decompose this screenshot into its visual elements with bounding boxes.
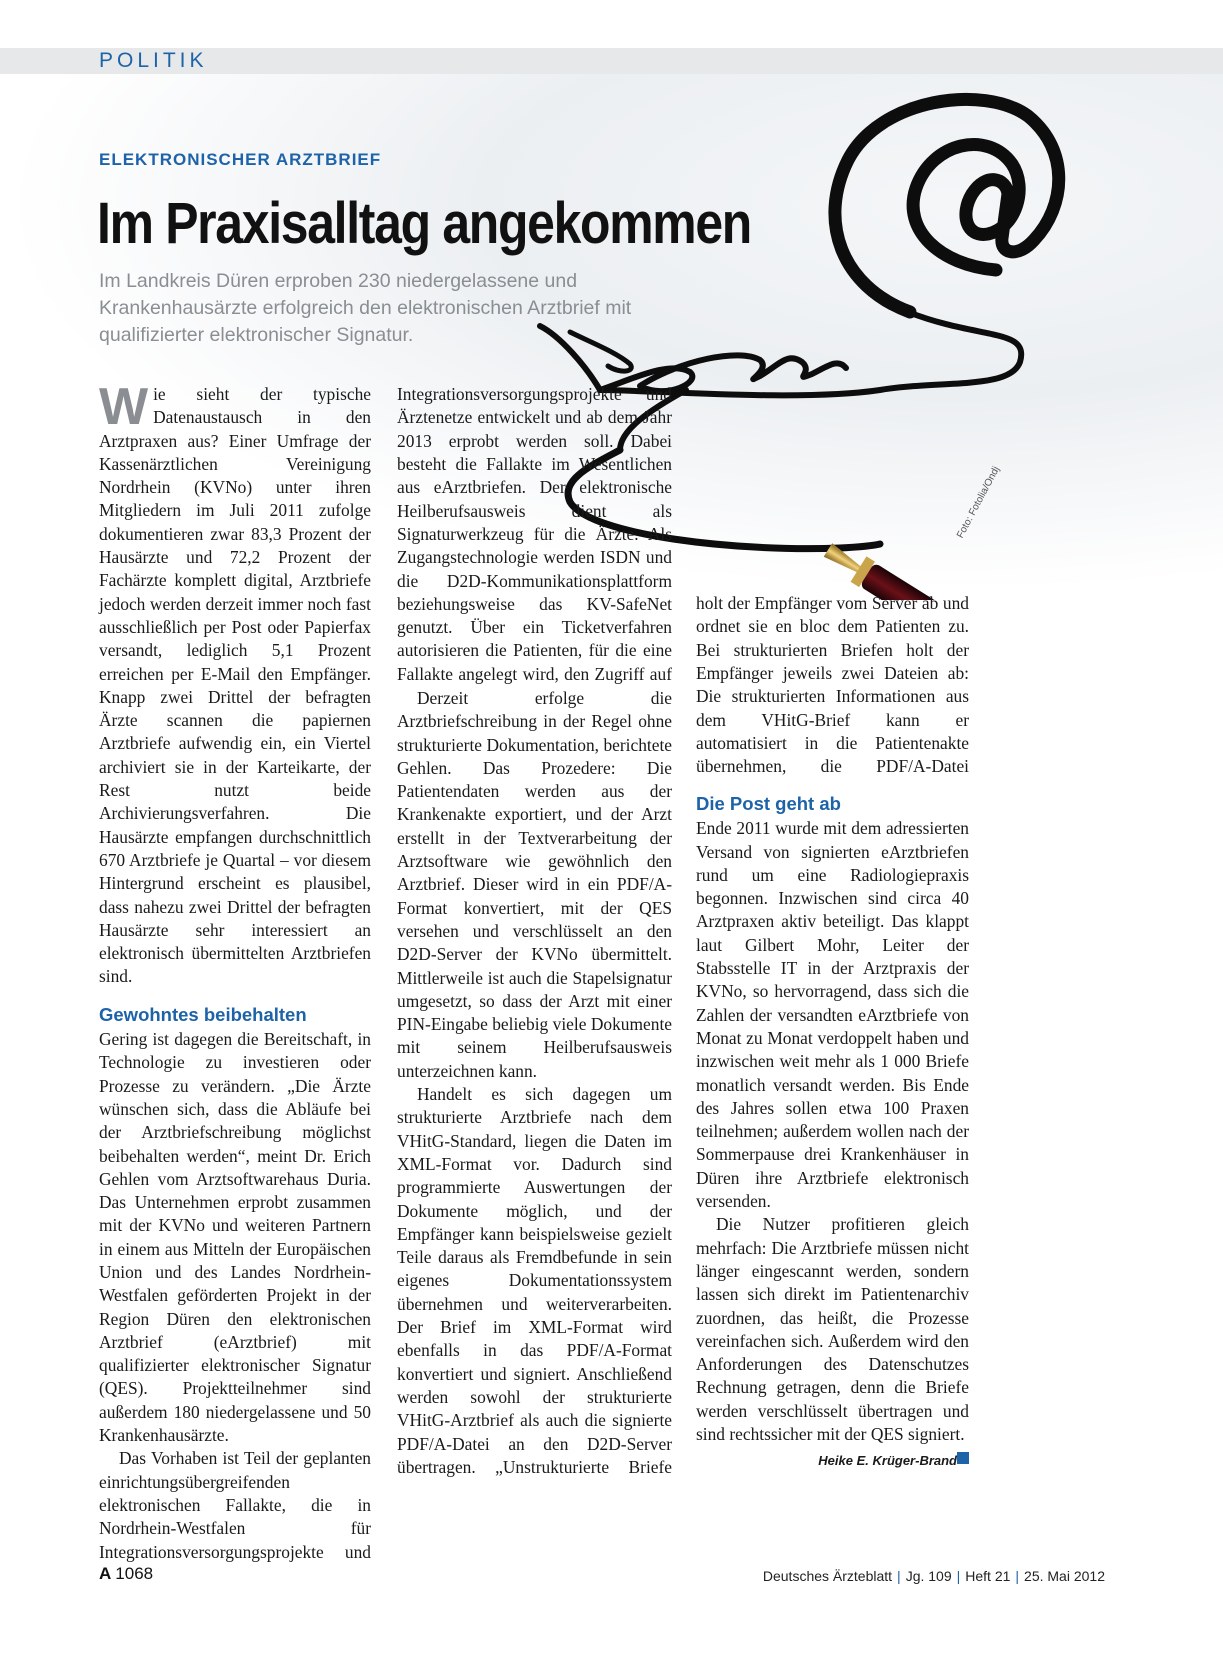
- body-paragraph-1: [99, 378, 371, 989]
- end-mark-icon: [957, 1452, 969, 1464]
- footer-separator: |: [1015, 1568, 1020, 1584]
- folio-prefix: A: [99, 1564, 112, 1583]
- body-paragraph-7: [696, 1213, 969, 1446]
- text-column-2: [397, 383, 672, 1479]
- body-paragraph-3-cont: [397, 383, 672, 687]
- text-column-1: [99, 378, 371, 1563]
- article-lede: Im Landkreis Düren erproben 230 niedergelassene und Krankenhausärzte erfolgreich den elektronischen Arztbrief mit qualifizierter elektronischer Signatur.: [99, 270, 632, 346]
- body-paragraph-6: Ende 2011 wurde mit dem adressierten Versand von signierten eArztbriefen rund um eine Radiologiepraxis begonnen. Inzwischen sind circa 40 Arztpraxen aktiv beteiligt. Das klappt laut Gilbert Mohr, Leiter der Stabsstelle IT in der Arztpraxis der KVNo, so hervorragend, dass sich die Zahlen der versandten eArztbriefe von Monat zu Monat verdoppelt haben und inzwischen weit mehr als 1 000 Briefe monatlich versandt werden. Bis Ende des Jahres sollen etwa 100 Praxen teilnehmen; außerdem wollen nach der Sommerpause drei Krankenhäuser in Düren ihre Arztbriefe elektronisch versenden.: [696, 818, 969, 1212]
- at-sign-icon: [835, 99, 1059, 312]
- paragraph-text: Die Nutzer profitieren gleich mehrfach: Die Arztbriefe müssen nicht länger eingescannt werden, sondern lassen sich direkt im Patientenarchiv zuordnen, das heißt, die Prozesse vereinfachen sich. Außerdem wird den Anforderungen des Datenschutzes Rechnung getragen, denn die Briefe werden verschlüsselt übertragen und sind rechtssicher mit der QES signiert.: [696, 1214, 969, 1445]
- paragraph-text: ie sieht der typische Datenaustausch in den Arztpraxen aus? Einer Umfrage der Kassenärztlichen Vereinigung Nordrhein (KVNo) unter ihren Mitgliedern im Juli 2011 zufolge dokumentieren zwar 83,3 Prozent der Hausärzte und 72,2 Prozent der Fachärzte komplett digital, Arztbriefe jedoch werden derzeit immer noch fast ausschließlich per Post oder Papierfax versandt, lediglich 5,1 Prozent erreichen per E-Mail den Empfänger. Knapp zwei Drittel der befragten Ärzte scannen die papiernen Arztbriefe aufwendig ein, ein Viertel archiviert sie in der Karteikarte, der Rest nutzt beide Archivierungsverfahren. Die Hausärzte empfangen durchschnittlich 670 Arztbriefe je Quartal – vor diesem Hintergrund erscheint es plausibel, dass nahezu zwei Drittel der befragten Hausärzte sehr interessiert an elektronisch übermittelten Arztbriefen sind.: [99, 384, 371, 987]
- text-column-3: [696, 592, 969, 1473]
- page-folio: [99, 1564, 153, 1584]
- paragraph-continuation: holt der Empfänger vom Server ab und ordnet sie en bloc dem Patienten zu. Bei strukturierten Briefen holt der Empfänger jeweils zwei Dateien ab: Die strukturierten Informationen aus dem VHitG-Brief kann er automatisiert in die Patientenakte übernehmen, die PDF/A-Datei: [696, 593, 969, 777]
- journal-name: Deutsches Ärzteblatt: [762, 1568, 893, 1584]
- subhead-gewohntes-beibehalten: Gewohntes beibehalten: [99, 1003, 307, 1025]
- author-byline: Heike E. Krüger-Brand: [818, 1453, 957, 1469]
- body-paragraph-4: Derzeit erfolge die Arztbriefschreibung in der Regel ohne strukturierte Dokumentation, berichtete Gehlen. Das Prozedere: Die Patientendaten werden aus der Krankenakte exportiert, und der Arzt erstellt in der Textverarbeitung der Arztsoftware wie gewöhnlich den Arztbrief. Dieser wird in ein PDF/A-Format konvertiert, mit der QES versehen und verschlüsselt an den D2D-Server der KVNo übermittelt. Mittlerweile ist auch die Stapelsignatur umgesetzt, so dass der Arzt mit einer PIN-Eingabe beliebig viele Dokumente mit seinem Heilberufsausweis unterzeichnen kann.: [397, 688, 672, 1081]
- body-paragraph-5-start: Handelt es sich dagegen um strukturierte Arztbriefe nach dem VHitG-Standard, liegen die Daten im XML-Format vor. Dadurch sind programmierte Auswertungen der Dokumente möglich, und der Empfänger kann beispielsweise gezielt Teile daraus als Fremdbefunde in sein eigenes Dokumentationssystem übernehmen und weiterverarbeiten. Der Brief im XML-Format wird ebenfalls in das PDF/A-Format konvertiert und signiert. Anschließend werden sowohl der strukturierte VHitG-Arztbrief als auch die signierte PDF/A-Datei an den D2D-Server übertragen. „Unstrukturierte Briefe: [397, 1084, 672, 1477]
- body-paragraph-3-start: Das Vorhaben ist Teil der geplanten einrichtungsübergreifenden elektronischen Fallakte, die in Nordrhein-Westfalen für Integrationsversorgungsprojekte und: [99, 1448, 371, 1562]
- journal-issue: Heft 21: [965, 1568, 1011, 1584]
- journal-footer: [763, 1568, 1105, 1584]
- drop-cap: W: [99, 378, 149, 436]
- subhead-die-post-geht-ab: Die Post geht ab: [696, 793, 841, 814]
- body-paragraph-5-cont: [696, 592, 969, 778]
- article-kicker: ELEKTRONISCHER ARZTBRIEF: [99, 150, 382, 169]
- article-headline: Im Praxisalltag angekommen: [97, 191, 751, 256]
- footer-separator: |: [956, 1568, 961, 1584]
- paragraph-continuation: Integrationsversorgungsprojekte und Ärztenetze entwickelt und ab dem Jahr 2013 erprobt werden soll. Dabei besteht die Fallakte im Wesentlichen aus eArztbriefen. Der elektronische Heilberufsausweis dient als Signaturwerkzeug für die Ärzte. Als Zugangstechnologie werden ISDN und die D2D-Kommunikationsplattform beziehungsweise das KV-SafeNet genutzt. Über ein Ticketverfahren autorisieren die Patienten, für die eine Fallakte angelegt wird, den Zugriff auf: [397, 384, 672, 684]
- section-label: POLITIK: [99, 49, 208, 72]
- body-paragraph-2: Gering ist dagegen die Bereitschaft, in Technologie zu investieren oder Prozesse zu verändern. „Die Ärzte wünschen sich, dass die Abläufe bei der Arztbriefschreibung möglichst beibehalten werden“, meint Dr. Erich Gehlen vom Arztsoftwarehaus Duria. Das Unternehmen erprobt zusammen mit der KVNo und weiteren Partnern in einem aus Mitteln der Europäischen Union und des Landes Nordrhein-Westfalen geförderten Projekt in der Region Düren den elektronischen Arztbrief (eArztbrief) mit qualifizierter elektronischer Signatur (QES). Projektteilnehmer sind außerdem 180 niedergelassene und 50 Krankenhausärzte.: [99, 1029, 371, 1446]
- journal-volume: Jg. 109: [905, 1568, 952, 1584]
- photo-credit: Foto: Fotolia/Ondj: [955, 464, 1003, 541]
- page-number: 1068: [115, 1564, 154, 1583]
- journal-date: 25. Mai 2012: [1024, 1568, 1105, 1584]
- footer-separator: |: [897, 1568, 901, 1584]
